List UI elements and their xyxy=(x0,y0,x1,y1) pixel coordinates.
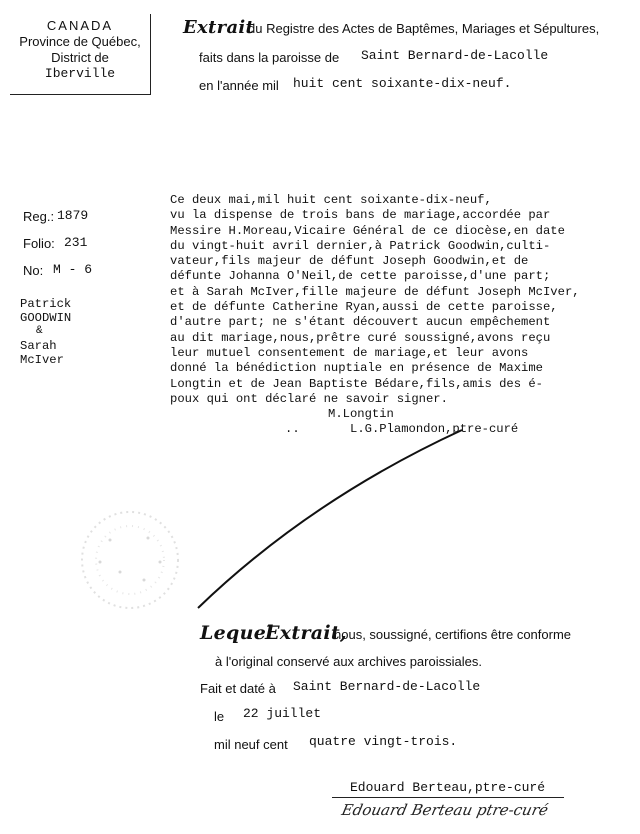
act-line: vu la dispense de trois bans de mariage,accordée par xyxy=(170,208,551,223)
act-line: et à Sarah McIver,fille majeure de défunt Joseph McIver, xyxy=(170,284,580,299)
folio-value: 231 xyxy=(64,235,88,250)
groom-first-name: Patrick xyxy=(20,297,72,311)
no-label: No: xyxy=(23,263,44,278)
act-line: et de défunte Catherine Ryan,aussi de cette paroisse, xyxy=(170,300,558,315)
signer-underline xyxy=(332,797,564,798)
ampersand: & xyxy=(36,325,43,337)
act-line: au dit mariage,nous,prêtre curé soussigné,avons reçu xyxy=(170,330,551,345)
signature-dots: .. xyxy=(285,422,300,436)
district-label: District de xyxy=(51,50,109,65)
date-value: 22 juillet xyxy=(243,706,322,721)
parish-name: Saint Bernard-de-Lacolle xyxy=(361,48,549,63)
reg-label: Reg.: xyxy=(23,209,55,224)
act-line: donné la bénédiction nuptiale en présence de Maxime xyxy=(170,361,543,376)
priest-signature: L.G.Plamondon,ptre-curé xyxy=(350,422,519,436)
certificate-year-value: quatre vingt-trois. xyxy=(309,734,458,749)
act-line: Longtin et de Jean Baptiste Bédare,fils,amis des é- xyxy=(170,376,543,391)
act-line: leur mutuel consentement de mariage,et leur avons xyxy=(170,345,529,360)
reg-value: 1879 xyxy=(57,208,89,223)
witness-signature: M.Longtin xyxy=(328,407,394,421)
province: Province de Québec, xyxy=(19,34,141,49)
year-prefix: en l'année mil xyxy=(199,78,279,93)
lequel-word: Lequel xyxy=(200,622,274,644)
diagonal-strike-line xyxy=(190,420,470,620)
certificate-extrait-word: Extrait, xyxy=(265,622,347,644)
year-text: huit cent soixante-dix-neuf. xyxy=(293,76,512,91)
seal-stamp xyxy=(60,500,200,620)
register-title: du Registre des Actes de Baptêmes, Mariages et Sépultures, xyxy=(248,21,600,36)
act-body xyxy=(170,193,580,407)
district: Iberville xyxy=(44,66,116,81)
date-prefix: le xyxy=(214,709,225,724)
act-line: défunte Johanna O'Neil,de cette paroisse,d'une part; xyxy=(170,269,551,284)
country: CANADA xyxy=(46,18,114,33)
province-box xyxy=(10,14,151,95)
folio-label: Folio: xyxy=(23,236,55,251)
bride-first-name: Sarah xyxy=(20,339,57,353)
header-extrait-word: Extrait xyxy=(183,17,255,38)
certificate-year-prefix: mil neuf cent xyxy=(214,737,288,752)
parish-prefix: faits dans la paroisse de xyxy=(199,50,340,65)
act-line: poux qui ont déclaré ne savoir signer. xyxy=(170,391,448,406)
signer-typed: Edouard Berteau,ptre-curé xyxy=(350,780,546,795)
bride-last-name: McIver xyxy=(20,353,64,367)
act-line: d'autre part; ne s'étant découvert aucun empêchement xyxy=(170,315,551,330)
done-prefix: Fait et daté à xyxy=(200,681,276,696)
act-line: vateur,fils majeur de défunt Joseph Goodwin,et de xyxy=(170,254,529,269)
no-value: M - 6 xyxy=(53,262,93,277)
certify-text: nous, soussigné, certifions être conforme xyxy=(334,627,572,642)
signer-handwritten: Edouard Berteau ptre-curé xyxy=(340,801,550,819)
act-line: du vingt-huit avril dernier,à Patrick Goodwin,culti- xyxy=(170,238,551,253)
done-place: Saint Bernard-de-Lacolle xyxy=(293,679,481,694)
groom-last-name: GOODWIN xyxy=(20,311,72,325)
act-line: Messire H.Moreau,Vicaire Général de ce diocèse,en date xyxy=(170,223,565,238)
original-text: à l'original conservé aux archives paroissiales. xyxy=(215,654,482,669)
act-line: Ce deux mai,mil huit cent soixante-dix-neuf, xyxy=(170,193,492,207)
